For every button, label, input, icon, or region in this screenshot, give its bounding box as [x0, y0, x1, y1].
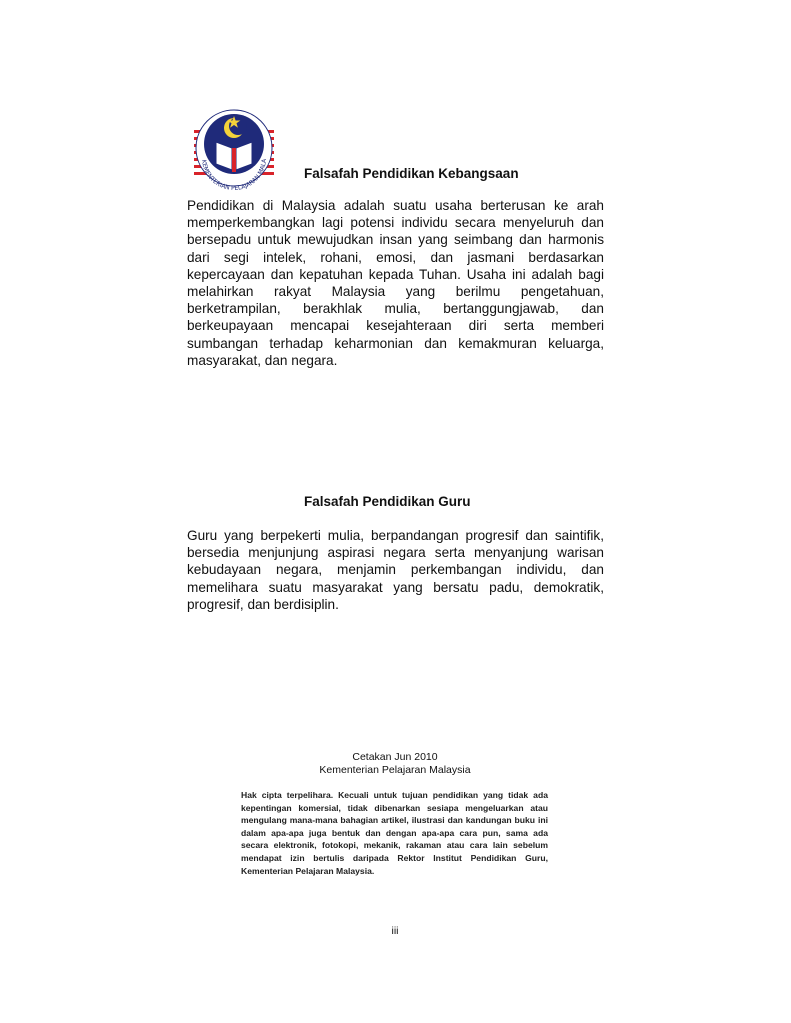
- page-number: iii: [391, 925, 399, 937]
- publisher: Kementerian Pelajaran Malaysia: [319, 764, 471, 776]
- section-title-falsafah-pendidikan-guru: Falsafah Pendidikan Guru: [304, 494, 471, 509]
- copyright-notice: Hak cipta terpelihara. Kecuali untuk tujuan pendidikan yang tidak ada kepentingan komersial, tidak dibenarkan sesiapa mengeluarkan atau mengulang mana-mana bahagian artikel, ilustrasi dan kandungan buku ini dalam apa-apa juga bentuk dan dengan apa-apa cara pun, sama ada secara elektronik, fotokopi, mekanik, rakaman atau cara lain sebelum mendapat izin bertulis daripada Rektor Institut Pendidikan Guru, Kementerian Pelajaran Malaysia.: [241, 790, 548, 876]
- section-body-falsafah-pendidikan-kebangsaan: Pendidikan di Malaysia adalah suatu usaha berterusan ke arah memperkembangkan lagi potensi individu secara menyeluruh dan bersepadu untuk mewujudkan insan yang seimbang dan harmonis dari segi intelek, rohani, emosi, dan jasmani berdasarkan kepercayaan dan kepatuhan kepada Tuhan. Usaha ini adalah bagi melahirkan rakyat Malaysia yang berilmu pengetahuan, berketrampilan, berakhlak mulia, bertanggungjawab, dan berkeupayaan mencapai kesejahteraan diri serta memberi sumbangan terhadap keharmonian dan kemakmuran keluarga, masyarakat, dan negara.: [187, 198, 604, 368]
- svg-text:KEMENTERIAN PELAJARAN MALAYSIA: KEMENTERIAN PELAJARAN MALA: [200, 158, 269, 193]
- ministry-of-education-malaysia-crest-icon: [190, 108, 278, 196]
- section-body-falsafah-pendidikan-guru: Guru yang berpekerti mulia, berpandangan progresif dan saintifik, bersedia menjunjung aspirasi negara serta menyanjung warisan kebudayaan negara, menjamin perkembangan individu, dan memelihara suatu masyarakat yang bersatu padu, demokratik, progresif, dan berdisiplin.: [187, 528, 604, 612]
- section-title-falsafah-pendidikan-kebangsaan: Falsafah Pendidikan Kebangsaan: [304, 166, 519, 181]
- print-edition: Cetakan Jun 2010: [352, 751, 438, 763]
